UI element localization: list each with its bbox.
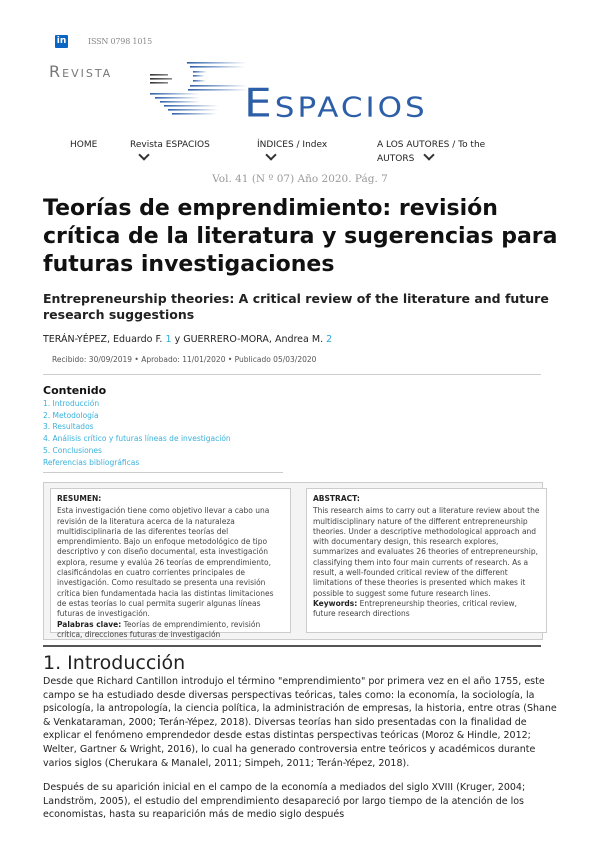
logo-espacios-text: Espacios xyxy=(244,80,428,127)
palabras-clave-text: Teorías de emprendimiento, revisión crítica, direcciones futuras de investigación xyxy=(57,619,261,639)
nav-item-home[interactable] xyxy=(70,139,97,151)
abstract-label: ABSTRACT: xyxy=(313,494,360,503)
nav-item-label-line2: AUTORS xyxy=(377,154,415,164)
toc-link[interactable]: 2. Metodología xyxy=(43,410,99,420)
publication-dates: Recibido: 30/09/2019 • Aprobado: 11/01/2020 • Publicado 05/03/2020 xyxy=(52,355,317,364)
contents-heading: Contenido xyxy=(43,384,107,397)
article-title: Teorías de emprendimiento: revisión crítica de la literatura y sugerencias para futuras investigaciones xyxy=(43,196,558,277)
nav-item-label: HOME xyxy=(70,140,98,150)
chevron-down-icon xyxy=(138,149,149,160)
section-divider xyxy=(43,645,541,647)
nav-item-label: A LOS AUTORES / To the xyxy=(377,140,486,150)
author-ref-link[interactable]: 1 xyxy=(165,334,172,345)
nav-item-revista-espacios[interactable] xyxy=(130,139,210,165)
author-list xyxy=(43,334,332,345)
resumen-text: Esta investigación tiene como objetivo llevar a cabo una revisión de la literatura acerca de la naturaleza multidisciplinaria de las diferentes teorías del emprendimiento. Bajo un enfoque metodológico de tipo descriptivo y con diseño documental, esta investigación explora, resume y evalúa 26 teorías de emprendimiento, clasificándolas en cuatro corrientes principales de investigación. Como resultado se presenta una revisión crítica bien fundamentada hacia las distintas limitaciones de estas teorías lo cual permita sugerir algunas líneas futuras de investigación. xyxy=(57,506,274,619)
divider xyxy=(43,374,541,375)
keywords-label: Keywords: xyxy=(313,598,358,608)
palabras-clave-label: Palabras clave: xyxy=(57,619,122,629)
toc-link[interactable]: 1. Introducción xyxy=(43,399,100,408)
logo-revista-text: Revista xyxy=(49,62,113,81)
toc-link[interactable]: 3. Resultados xyxy=(43,422,94,432)
abstract-panel xyxy=(43,482,543,640)
resumen-label: RESUMEN: xyxy=(57,494,102,503)
abstract-text: This research aims to carry out a literature review about the multidisciplinary nature of the different entrepreneurship theories. Under a descriptive methodological approach and with documentary design, this research explores, summarizes and evaluates 26 theories of entrepreneurship, classifying them into four main currents of research. As a result, a well-founded critical review of the different limitations of these theories is presented which makes it possible to suggest some future research lines. xyxy=(313,506,540,598)
issn-label: ISSN 0798 1015 xyxy=(88,37,152,46)
author-ref-link[interactable]: 2 xyxy=(326,334,333,345)
author-name: TERÁN-YÉPEZ, Eduardo F. xyxy=(43,334,163,345)
table-of-contents xyxy=(43,398,231,468)
chevron-down-icon xyxy=(265,149,276,160)
article-subtitle: Entrepreneurship theories: A critical review of the literature and future research suggestions xyxy=(43,291,549,322)
body-paragraph: Desde que Richard Cantillon introdujo el término "emprendimiento" por primera vez en el año 1755, este campo se ha estudiado desde diversas perspectivas teóricas, tales como: la economía, la sociología, la psicología, la antropología, la ciencia política, la administración de empresas, la historia, entre otras (Shane & Venkataraman, 2000; Terán-Yépez, 2018). Diversas teorías han sido presentadas con la finalidad de explicar el fenómeno emprendedor desde estas distintas perspectivas teóricas (Moroz & Hindle, 2012; Welter, Gartner & Wright, 2016), lo cual ha generado controversia entre teóricos y académicos durante varios siglos (Cherukara & Manalel, 2011; Simpeh, 2011; Terán-Yépez, 2018). xyxy=(43,676,557,769)
toc-link[interactable]: Referencias bibliográficas xyxy=(43,457,140,467)
section-heading: 1. Introducción xyxy=(43,652,186,674)
keywords-text: Entrepreneurship theories, critical review, future research directions xyxy=(313,598,518,619)
divider xyxy=(43,472,283,473)
toc-link[interactable]: 4. Análisis crítico y futuras líneas de investigación xyxy=(43,434,231,444)
toc-link[interactable]: 5. Conclusiones xyxy=(43,445,102,455)
author-name: GUERRERO-MORA, Andrea M. xyxy=(183,334,324,345)
linkedin-icon[interactable]: in xyxy=(56,36,67,46)
abstract-box xyxy=(306,488,547,633)
issue-info: Vol. 41 (N º 07) Año 2020. Pág. 7 xyxy=(212,173,388,185)
nav-item-label: ÍNDICES / Index xyxy=(257,140,328,150)
author-joiner: y xyxy=(174,334,181,345)
nav-item-indices[interactable] xyxy=(257,139,327,165)
chevron-down-icon xyxy=(424,149,435,160)
resumen-box xyxy=(50,488,291,639)
nav-item-label: Revista ESPACIOS xyxy=(130,140,210,150)
logo-speed-lines-icon xyxy=(150,60,250,120)
nav-item-autores[interactable] xyxy=(377,139,485,165)
body-paragraph: Después de su aparición inicial en el campo de la economía a mediados del siglo XVIII (Kruger, 2004; Landström, 2005), el estudio del emprendimiento desapareció por largo tiempo de la atención de los economistas, hasta su reaparición más de medio siglo después xyxy=(43,782,526,821)
